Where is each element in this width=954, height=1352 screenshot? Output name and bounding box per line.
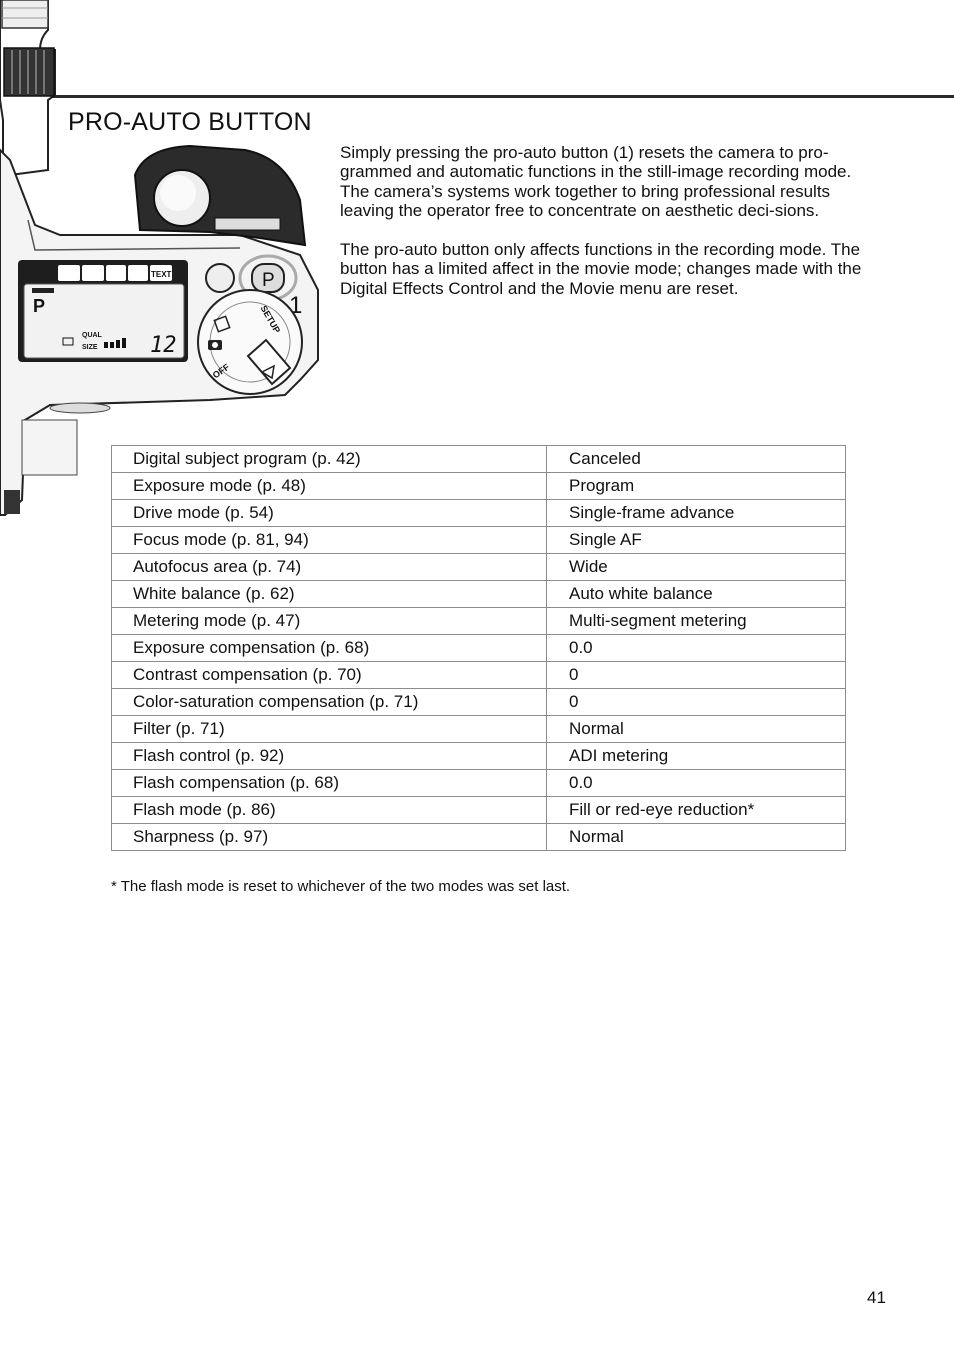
function-cell: Metering mode (p. 47)	[112, 608, 547, 635]
function-cell: Flash compensation (p. 68)	[112, 770, 547, 797]
table-row	[112, 608, 846, 635]
setting-cell: Normal	[547, 716, 846, 743]
table-row	[112, 527, 846, 554]
setting-cell: Single-frame advance	[547, 500, 846, 527]
function-cell: Color-saturation compensation (p. 71)	[112, 689, 547, 716]
table-row	[112, 743, 846, 770]
camera-illustration	[0, 0, 330, 520]
setting-cell: Auto white balance	[547, 581, 846, 608]
function-cell: Exposure mode (p. 48)	[112, 473, 547, 500]
table-row	[112, 797, 846, 824]
dial-setup: SETUP	[258, 303, 283, 335]
lcd-size: SIZE	[82, 344, 98, 351]
page-number: 41	[867, 1288, 886, 1307]
table-row	[112, 662, 846, 689]
setting-cell: Multi-segment metering	[547, 608, 846, 635]
table-row	[112, 635, 846, 662]
lcd-mode: P	[33, 296, 46, 316]
setting-cell: ADI metering	[547, 743, 846, 770]
function-cell: Flash control (p. 92)	[112, 743, 547, 770]
intro-paragraph-2: The pro-auto button only affects functions in the recording mode. The button has a limited affect in the movie mode; changes made with the Digital Effects Control and the Movie menu are reset.	[340, 240, 862, 298]
table-row	[112, 446, 846, 473]
setting-cell: Fill or red-eye reduction*	[547, 797, 846, 824]
camera-grip	[135, 146, 305, 245]
setting-cell: 0.0	[547, 635, 846, 662]
function-cell: Focus mode (p. 81, 94)	[112, 527, 547, 554]
lcd-panel	[18, 260, 188, 362]
table-row	[112, 554, 846, 581]
function-cell: White balance (p. 62)	[112, 581, 547, 608]
lens-barrel	[0, 0, 55, 175]
table-row	[112, 770, 846, 797]
callout-number: 1	[289, 292, 303, 319]
setting-cell: 0.0	[547, 770, 846, 797]
setting-cell: Canceled	[547, 446, 846, 473]
setting-cell: Normal	[547, 824, 846, 851]
setting-cell: 0	[547, 689, 846, 716]
setting-cell: Program	[547, 473, 846, 500]
setting-cell: 0	[547, 662, 846, 689]
table-row	[112, 716, 846, 743]
page-title: PRO-AUTO BUTTON	[68, 108, 312, 136]
lcd-count: 12	[150, 333, 177, 358]
intro-text	[340, 143, 880, 318]
function-cell: Filter (p. 71)	[112, 716, 547, 743]
lcd-qual: QUAL	[82, 332, 102, 339]
lcd-text-icon-label: TEXT	[151, 270, 172, 279]
function-cell: Autofocus area (p. 74)	[112, 554, 547, 581]
table-row	[112, 500, 846, 527]
table-row	[112, 824, 846, 851]
intro-paragraph-1: Simply pressing the pro-auto button (1) resets the camera to pro-grammed and automatic functions in the still-image recording mode. The camera’s systems work together to bring professional results leaving the operator free to concentrate on aesthetic deci-sions.	[340, 143, 852, 221]
setting-cell: Single AF	[547, 527, 846, 554]
function-cell: Contrast compensation (p. 70)	[112, 662, 547, 689]
function-cell: Sharpness (p. 97)	[112, 824, 547, 851]
dial-off: OFF	[210, 361, 232, 381]
function-cell: Flash mode (p. 86)	[112, 797, 547, 824]
mode-dial	[198, 290, 302, 394]
setting-cell: Wide	[547, 554, 846, 581]
table-row	[112, 689, 846, 716]
function-cell: Drive mode (p. 54)	[112, 500, 547, 527]
function-cell: Exposure compensation (p. 68)	[112, 635, 547, 662]
table-row	[112, 473, 846, 500]
button-label: P	[262, 270, 275, 291]
function-cell: Digital subject program (p. 42)	[112, 446, 547, 473]
footnote: * The flash mode is reset to whichever of the two modes was set last.	[111, 878, 571, 895]
table-row	[112, 581, 846, 608]
reset-settings-table	[111, 445, 846, 851]
